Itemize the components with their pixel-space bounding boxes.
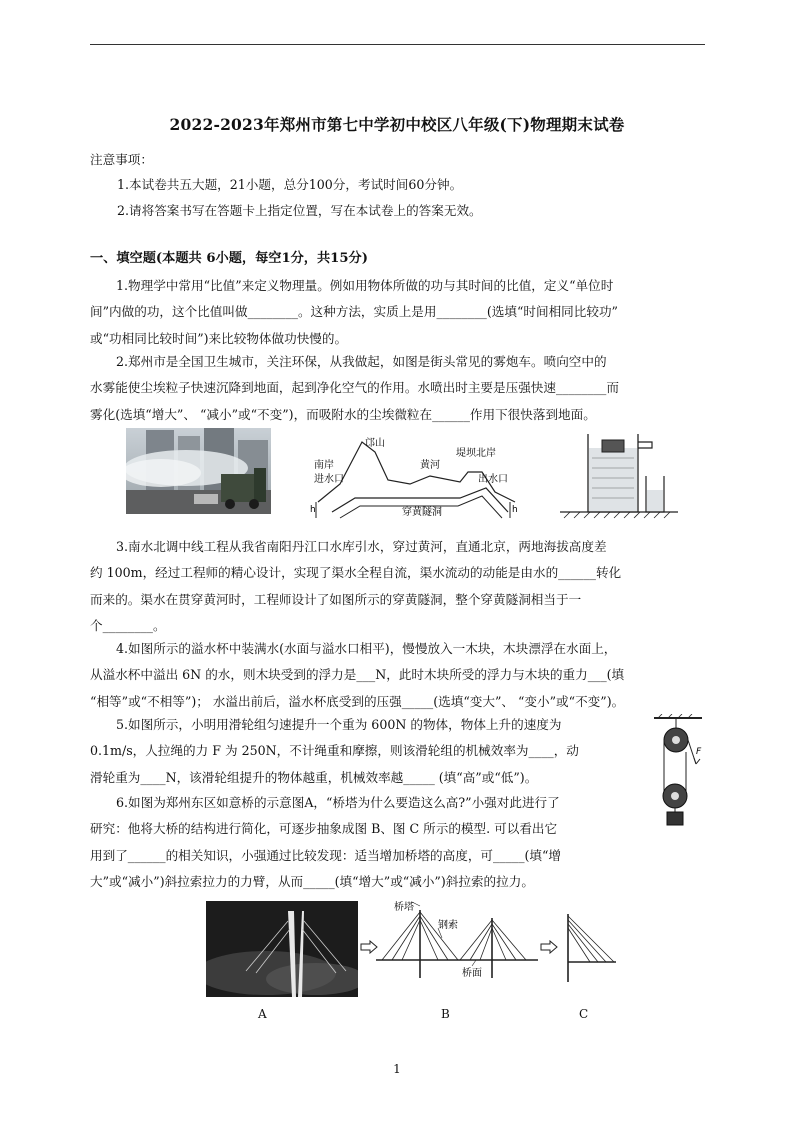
label-deck: 桥面 — [462, 968, 482, 979]
label-tower: 桥塔 — [394, 902, 414, 913]
label-mountain: 邙山 — [365, 438, 385, 449]
force-label: F — [696, 747, 702, 757]
q1-line-1: 1.物理学中常用“比值”来定义物理量。例如用物体所做的功与其时间的比值，定义“单位时 — [116, 278, 614, 293]
bridge-photo-a — [206, 901, 358, 997]
label-cable: 钢索 — [438, 920, 458, 931]
label-yellow-river: 黄河 — [420, 460, 440, 471]
q1-line-3: 或“功相同比较时间”)来比较物体做功快慢的。 — [90, 330, 348, 346]
q4-line-2: 从溢水杯中溢出 6N 的水，则木块受到的浮力是___N，此时木块所受的浮力与木块的重力___(填 — [90, 667, 625, 683]
question-5 — [90, 712, 650, 791]
q2-line-2: 水雾能使尘埃粒子快速沉降到地面，起到净化空气的作用。水喷出时主要是压强快速________而 — [90, 380, 619, 396]
figure-a-label: A — [258, 1007, 267, 1021]
notice-item-1: 1.本试卷共五大题，21小题，总分100分，考试时间60分钟。 — [117, 177, 463, 192]
q2-line-1: 2.郑州市是全国卫生城市，关注环保，从我做起，如图是街头常见的雾炮车。喷向空中的 — [116, 354, 607, 369]
q3-line-3: 而来的。渠水在贯穿黄河时，工程师设计了如图所示的穿黄隧洞，整个穿黄隧洞相当于一 — [90, 591, 582, 607]
overflow-cup-diagram — [560, 428, 678, 524]
question-4 — [90, 636, 706, 715]
fog-cannon-photo — [126, 428, 271, 514]
q3-line-1: 3.南水北调中线工程从我省南阳丹江口水库引水，穿过黄河，直通北京，两地海拔高度差 — [116, 539, 607, 554]
bridge-model-c — [560, 910, 620, 984]
question-2 — [90, 349, 706, 428]
q5-line-1: 5.如图所示，小明用滑轮组匀速提升一个重为 600N 的物体，物体上升的速度为 — [116, 717, 562, 732]
q2-line-3: 雾化(选填“增大”、 “减小”或“不变”)，而吸附水的尘埃微粒在______作用下很快落到地面。 — [90, 406, 596, 422]
label-south-bank: 南岸 — [314, 460, 334, 471]
q5-line-2: 0.1m/s，人拉绳的力 F 为 250N，不计绳重和摩擦，则该滑轮组的机械效率为____，动 — [90, 743, 579, 759]
label-outlet: 出水口 — [478, 474, 508, 485]
label-dam: 堤坝北岸 — [456, 448, 496, 459]
q6-line-3: 用到了______的相关知识，小强通过比较发现：适当增加桥塔的高度，可_____(填“增 — [90, 847, 562, 863]
pulley-diagram — [652, 714, 706, 826]
notice-item-2: 2.请将答案书写在答题卡上指定位置，写在本试卷上的答案无效。 — [117, 203, 482, 218]
label-h-right: h — [512, 505, 518, 515]
q1-line-2: 间”内做的功，这个比值叫做________。这种方法，实质上是用________(选填“时间相同比较功” — [90, 304, 618, 320]
section-1-heading: 一、填空题(本题共 6小题，每空1分，共15分) — [90, 251, 368, 266]
exam-title: 2022-2023年郑州市第七中学初中校区八年级(下)物理期末试卷 — [169, 115, 625, 134]
q4-line-1: 4.如图所示的溢水杯中装满水(水面与溢水口相平)，慢慢放入一木块，木块漂浮在水面上， — [116, 641, 617, 656]
page-number: 1 — [393, 1062, 401, 1076]
q6-line-1: 6.如图为郑州东区如意桥的示意图A，“桥塔为什么要造这么高?”小强对此进行了 — [116, 795, 560, 810]
q6-line-2: 研究：他将大桥的结构进行简化，可逐步抽象成图 B、图 C 所示的模型. 可以看出它 — [90, 821, 558, 837]
notice-heading: 注意事项： — [90, 152, 153, 167]
arrow-icon — [540, 939, 558, 953]
q4-line-3: “相等”或“不相等”)； 水溢出前后，溢水杯底受到的压强_____(选填“变大”、 “变小”或“不变”)。 — [90, 693, 625, 709]
label-h-left: h — [310, 505, 316, 515]
figure-c-label: C — [579, 1007, 589, 1021]
question-3 — [90, 534, 706, 640]
label-inlet: 进水口 — [314, 474, 344, 485]
tunnel-diagram — [310, 432, 520, 524]
bridge-model-b — [376, 898, 538, 984]
label-tunnel: 穿黄隧洞 — [402, 507, 442, 518]
q6-line-4: 大”或“减小”)斜拉索拉力的力臂，从而_____(填“增大”或“减小”)斜拉索的拉力。 — [90, 874, 534, 890]
figure-b-label: B — [441, 1007, 450, 1021]
q5-line-3: 滑轮重为____N，该滑轮组提升的物体越重，机械效率越_____ (填“高”或“低”)。 — [90, 769, 538, 785]
q3-line-4: 个________。 — [90, 618, 166, 634]
question-1 — [90, 273, 706, 352]
q3-line-2: 约 100m，经过工程师的精心设计，实现了渠水全程自流，渠水流动的动能是由水的______转化 — [90, 565, 622, 581]
question-6 — [90, 790, 650, 896]
header-rule — [90, 44, 705, 45]
